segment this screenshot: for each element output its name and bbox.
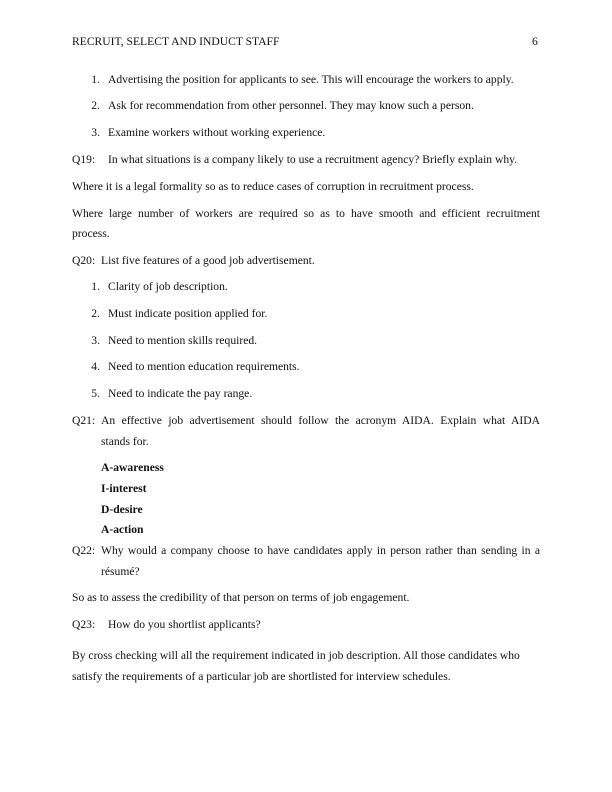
answer-q22: So as to assess the credibility of that person on terms of job engagement. [72,591,410,604]
list-item-number: 5. [91,387,100,400]
question-text-q22-line-1: Why would a company choose to have candidates apply in person rather than sending in a [101,544,540,557]
question-text-q23: How do you shortlist applicants? [108,618,261,631]
question-label-q19: Q19: [72,153,96,166]
list-item: Ask for recommendation from other personnel. They may know such a person. [108,99,474,112]
list-item-number: 3. [91,334,100,347]
question-text-q20: List five features of a good job advertisement. [101,254,315,267]
answer-q23-line-2: satisfy the requirements of a particular job are shortlisted for interview schedules. [72,670,451,683]
page-number: 6 [532,35,538,48]
question-text-q21-line-1: An effective job advertisement should follow the acronym AIDA. Explain what AIDA [101,414,540,427]
list-item-number: 2. [91,307,100,320]
question-label-q23: Q23: [72,618,96,631]
list-item: Must indicate position applied for. [108,307,268,320]
answer-q19-paragraph-2-line-1: Where large number of workers are required so as to have smooth and efficient recruitment [72,207,540,220]
answer-q23-line-1: By cross checking will all the requirement indicated in job description. All those candidates who [72,649,520,662]
running-header: RECRUIT, SELECT AND INDUCT STAFF [72,35,280,48]
aida-item: A-action [101,523,144,536]
list-item: Clarity of job description. [108,280,228,293]
aida-item: A-awareness [101,461,164,474]
list-item: Need to indicate the pay range. [108,387,253,400]
question-text-q22-line-2: résumé? [101,565,140,578]
list-item-number: 1. [91,73,100,86]
aida-item: I-interest [101,482,147,495]
question-text-q19: In what situations is a company likely to use a recruitment agency? Briefly explain why. [108,153,518,166]
question-label-q22: Q22: [72,544,96,557]
answer-q19-paragraph-1: Where it is a legal formality so as to reduce cases of corruption in recruitment process. [72,180,474,193]
list-item: Advertising the position for applicants to see. This will encourage the workers to apply. [108,73,514,86]
list-item: Need to mention education requirements. [108,360,300,373]
question-text-q21-line-2: stands for. [101,435,149,448]
question-label-q21: Q21: [72,414,96,427]
question-label-q20: Q20: [72,254,96,267]
list-item-number: 3. [91,126,100,139]
list-item: Need to mention skills required. [108,334,258,347]
list-item-number: 2. [91,99,100,112]
list-item-number: 1. [91,280,100,293]
list-item: Examine workers without working experience. [108,126,326,139]
answer-q19-paragraph-2-line-2: process. [72,227,110,240]
aida-item: D-desire [101,503,143,516]
list-item-number: 4. [91,360,100,373]
